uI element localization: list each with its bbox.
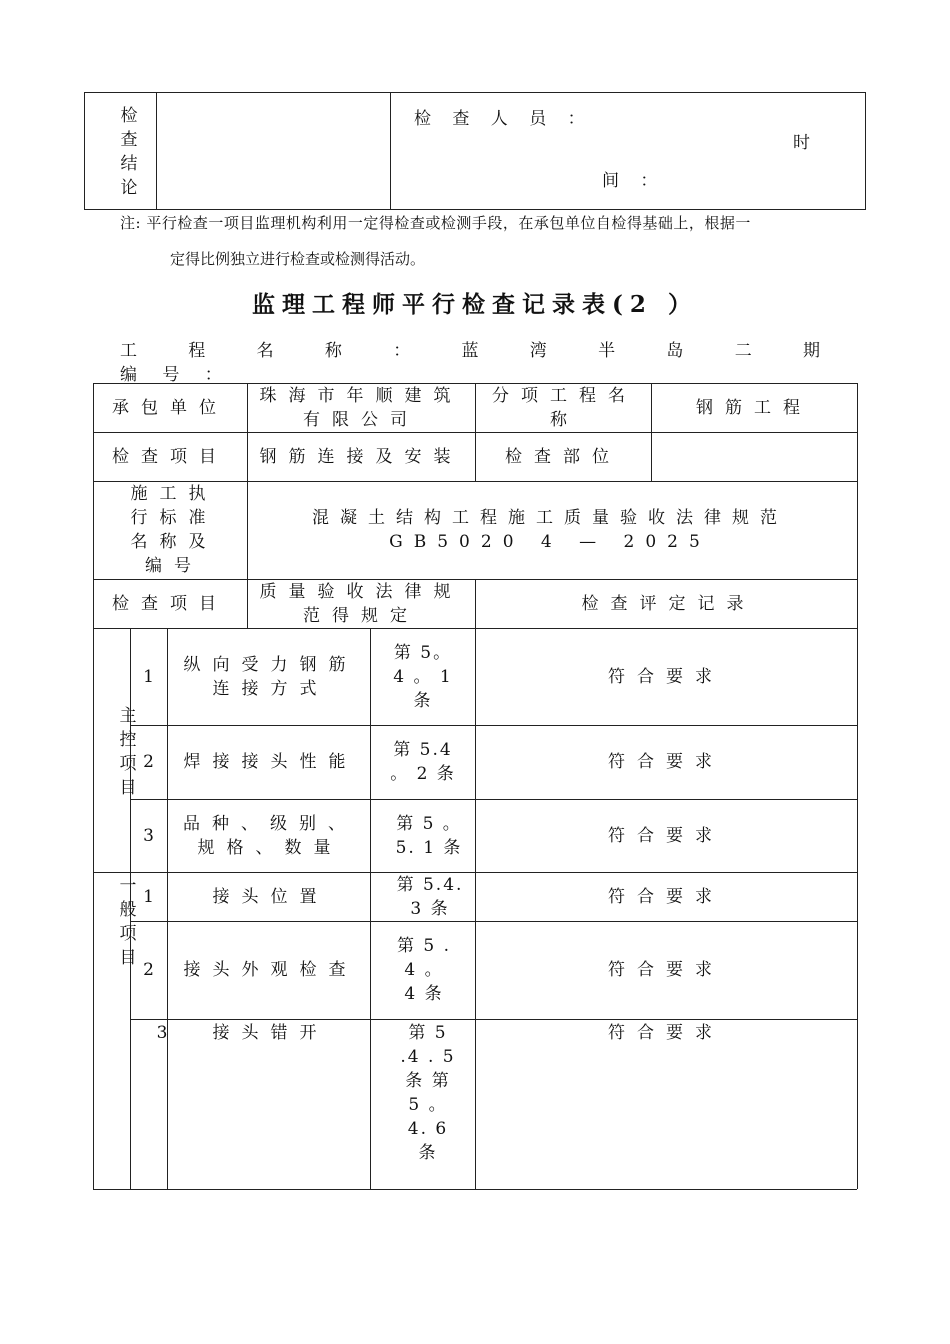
row-name: 品种、级别、规格、数量 <box>183 813 357 858</box>
row-result: 符合要求 <box>608 825 724 846</box>
page-title: 监理工程师平行检查记录表(2 ） <box>252 291 698 318</box>
check-part-value <box>656 432 852 481</box>
note-line-1: 注: 平行检查一项目监理机构利用一定得检查或检测手段，在承包单位自检得基础上，根据一 <box>120 214 751 232</box>
contractor-value: 珠海市年顺建筑有限公司 <box>259 385 463 430</box>
row-clause: 第 5 。 5. 1 条 <box>395 813 463 858</box>
row-no: 1 <box>143 666 154 687</box>
check-part-label: 检查部位 <box>505 446 621 467</box>
check-item-value: 钢筋连接及安装 <box>259 446 463 467</box>
row-clause: 第 5 .4 . 5 条 第 5 。 4. 6 条 <box>400 1023 456 1163</box>
row-no: 1 <box>143 886 154 907</box>
row-no: 2 <box>143 960 154 980</box>
row-no: 2 <box>143 752 154 772</box>
note-line-2: 定得比例独立进行检查或检测得活动。 <box>170 250 426 268</box>
standard-label: 施工执行标准名称及编号 <box>130 484 218 576</box>
project-number: 编 号 ： <box>120 365 232 385</box>
row-name: 纵向受力钢筋连接方式 <box>183 654 358 699</box>
inspector-label: 检 查 人 员 ： <box>414 109 593 129</box>
subitem-value: 钢筋工程 <box>696 397 812 418</box>
row-no: 3 <box>143 825 154 846</box>
row-result: 符合要求 <box>608 886 724 907</box>
check-item-label: 检查项目 <box>112 446 228 467</box>
project-name: 工 程 名 称 ： 蓝 湾 半 岛 二 期 <box>120 341 820 361</box>
row-name: 焊接接头性能 <box>183 752 358 772</box>
row-clause: 第 5.4. 3 条 <box>396 874 464 919</box>
standard-value: 混凝土结构工程施工质量验收法律规范 GB5020 4 — 2025 <box>312 508 788 552</box>
column-record: 检查评定记录 <box>581 593 756 614</box>
row-result: 符合要求 <box>608 752 724 772</box>
contractor-label: 承包单位 <box>112 397 228 418</box>
row-name: 接头外观检查 <box>183 960 358 980</box>
row-clause: 第 5.4 。 2 条 <box>390 740 456 784</box>
subitem-label: 分项工程名称 <box>492 385 637 430</box>
row-name: 接头错开 <box>212 1023 329 1043</box>
group-general: 一般项目 <box>119 876 137 968</box>
group-main-control: 主控项目 <box>119 706 137 798</box>
row-result: 符合要求 <box>608 960 724 980</box>
row-name: 接头位置 <box>212 886 329 907</box>
column-spec: 质量验收法律规范得规定 <box>259 581 463 626</box>
time-label-1: 时 <box>793 133 810 153</box>
row-no: 3 <box>156 1023 168 1043</box>
row-result: 符合要求 <box>608 1023 724 1043</box>
time-label-2: 间 ： <box>602 171 666 191</box>
row-clause: 第 5 . 4 。 4 条 <box>396 936 452 1004</box>
conclusion-label: 检查结论 <box>120 106 138 198</box>
row-clause: 第 5。 4 。 1 条 <box>393 642 453 711</box>
column-item: 检查项目 <box>112 593 228 614</box>
row-result: 符合要求 <box>608 666 724 687</box>
